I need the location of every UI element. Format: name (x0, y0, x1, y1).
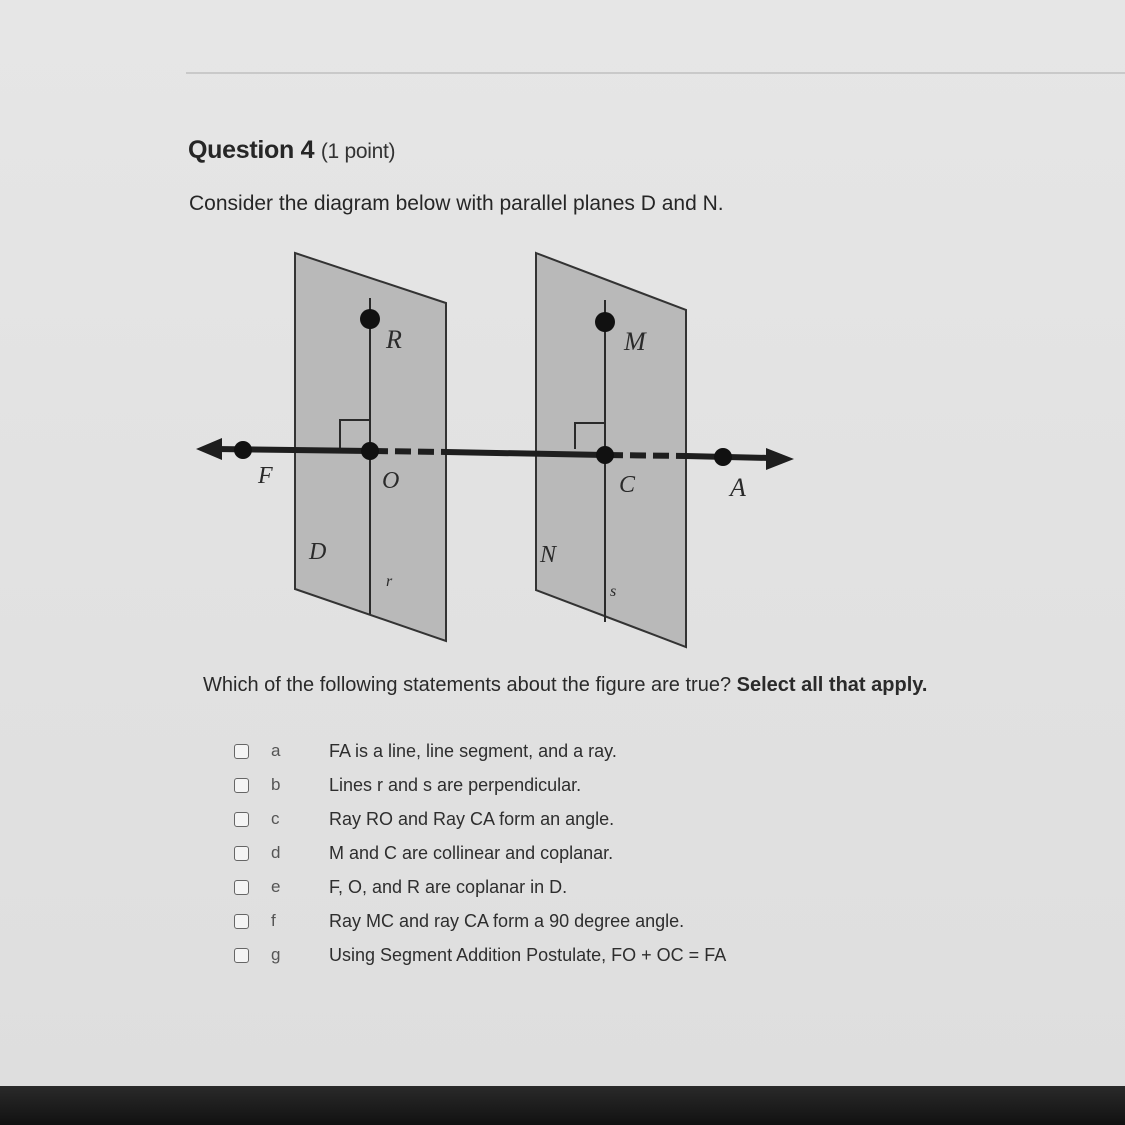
option-e[interactable] (234, 870, 726, 904)
option-letter: f (271, 911, 276, 930)
label-r: R (386, 325, 402, 354)
label-c: C (619, 472, 636, 498)
instruction-emphasis: Select all that apply. (736, 674, 928, 696)
checkbox-d[interactable] (234, 846, 249, 861)
screen-bottom-bezel (0, 1086, 1125, 1125)
label-a: A (730, 473, 746, 502)
option-text: Lines r and s are perpendicular. (329, 774, 582, 795)
point-o (361, 442, 379, 460)
question-title: Question 4 (188, 136, 315, 164)
option-letter: b (271, 775, 281, 794)
question-heading (188, 136, 395, 165)
label-n: N (540, 542, 557, 568)
point-r (360, 309, 380, 329)
option-letter: c (271, 809, 280, 828)
checkbox-g[interactable] (234, 948, 249, 963)
option-text: FA is a line, line segment, and a ray. (329, 740, 617, 761)
header-divider (186, 72, 1125, 74)
label-s-line: s (610, 583, 617, 600)
question-instruction (203, 674, 927, 697)
point-a (714, 448, 732, 466)
option-b[interactable] (234, 768, 726, 802)
point-f (234, 441, 252, 459)
option-c[interactable] (234, 802, 726, 836)
option-g[interactable] (234, 938, 726, 972)
checkbox-c[interactable] (234, 812, 249, 827)
instruction-text: Which of the following statements about the figure are true? (203, 674, 732, 696)
question-prompt: Consider the diagram below with parallel planes D and N. (189, 192, 724, 215)
question-points: (1 point) (320, 140, 396, 163)
option-text: M and C are collinear and coplanar. (329, 842, 614, 863)
option-letter: g (271, 945, 281, 964)
option-text: Ray MC and ray CA form a 90 degree angle. (329, 910, 685, 931)
option-text: Ray RO and Ray CA form an angle. (329, 808, 615, 829)
label-r-line: r (386, 573, 393, 590)
option-text: F, O, and R are coplanar in D. (329, 876, 568, 897)
label-d: D (309, 539, 327, 565)
option-letter: e (271, 877, 281, 896)
checkbox-b[interactable] (234, 778, 249, 793)
arrow-right (766, 448, 794, 470)
label-o: O (382, 468, 400, 494)
answer-options (234, 734, 726, 972)
option-f[interactable] (234, 904, 726, 938)
checkbox-a[interactable] (234, 744, 249, 759)
checkbox-f[interactable] (234, 914, 249, 929)
option-text: Using Segment Addition Postulate, FO + OC = FA (329, 944, 727, 965)
label-f: F (258, 463, 273, 489)
point-c (596, 446, 614, 464)
arrow-left (196, 438, 222, 460)
label-m: M (624, 327, 646, 356)
parallel-planes-diagram (150, 240, 810, 660)
line-fa-mid (446, 452, 605, 455)
option-letter: a (271, 741, 281, 760)
checkbox-e[interactable] (234, 880, 249, 895)
option-a[interactable] (234, 734, 726, 768)
point-m (595, 312, 615, 332)
option-letter: d (271, 843, 281, 862)
option-d[interactable] (234, 836, 726, 870)
